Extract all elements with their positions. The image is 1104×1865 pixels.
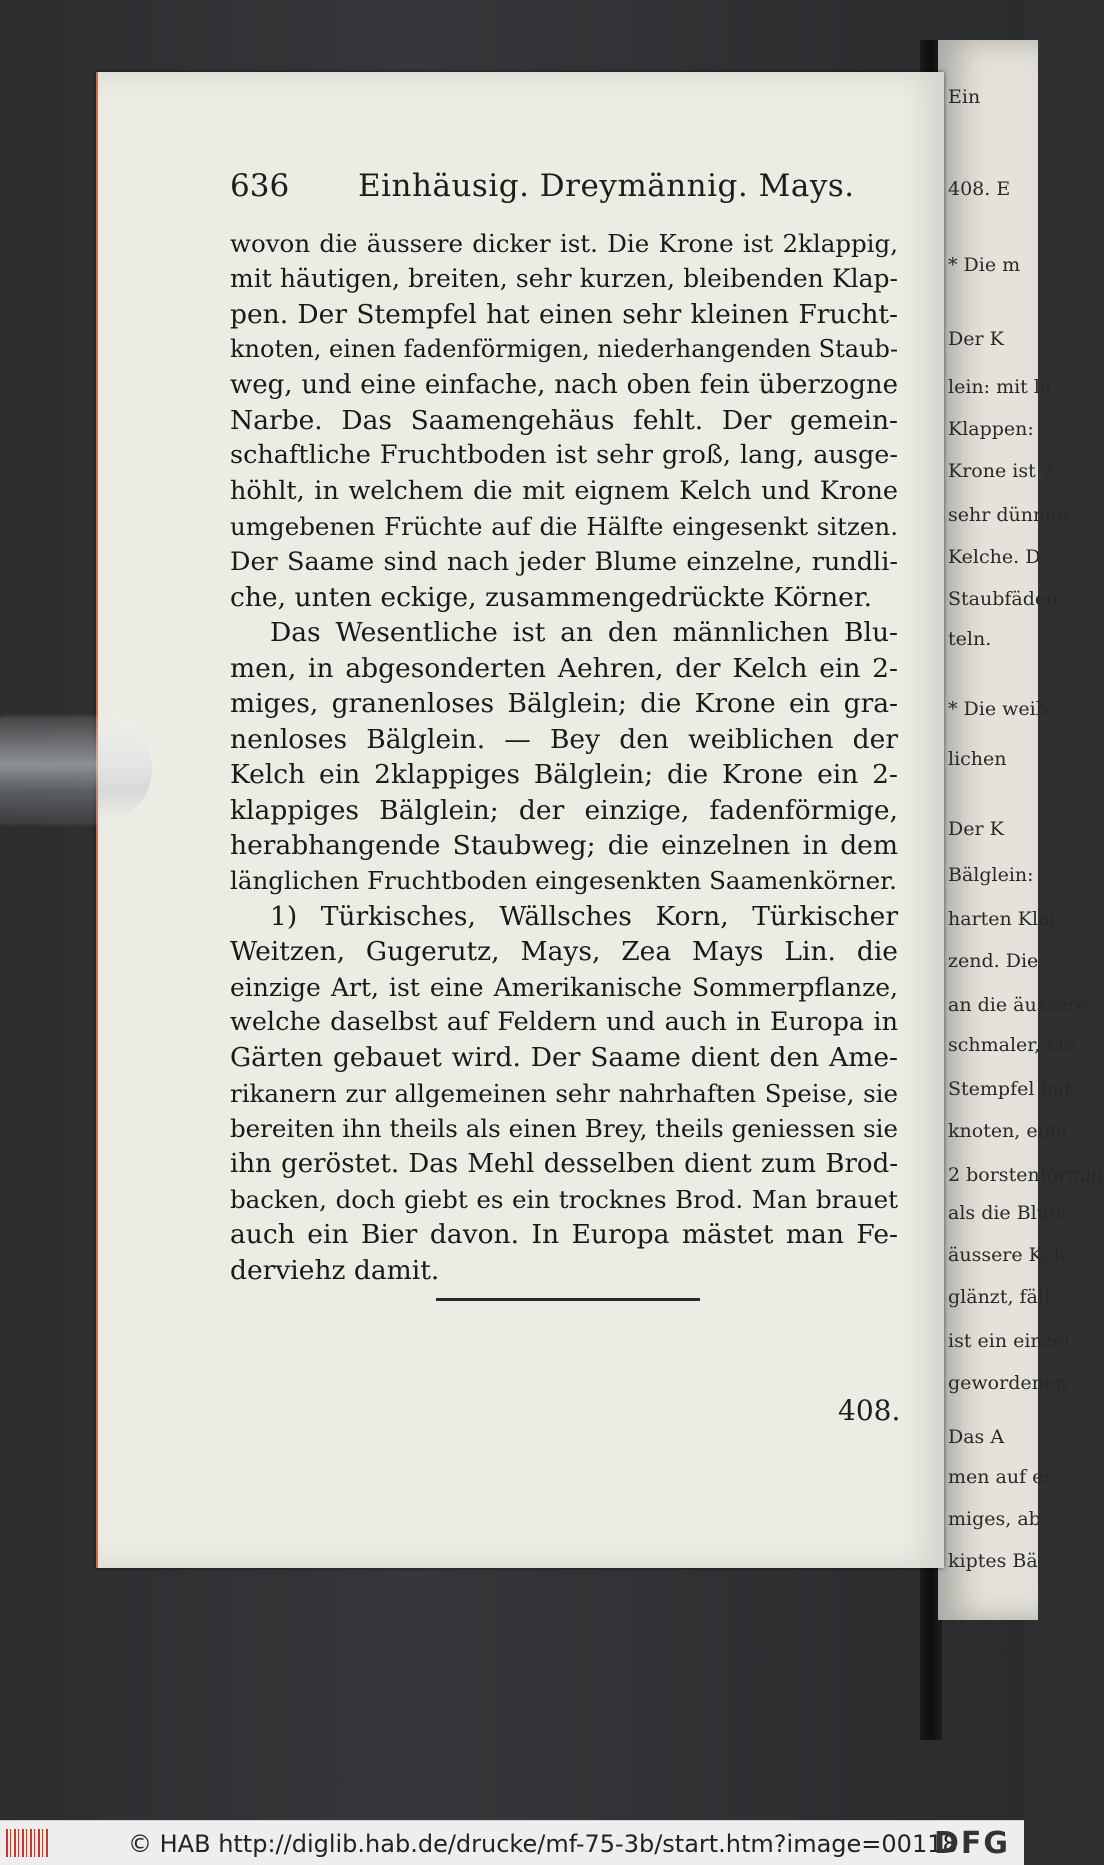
neighbor-text-line: kiptes Bä — [948, 1550, 1038, 1572]
text-line: weg, und eine einfache, nach oben fein überzogne — [230, 369, 898, 400]
neighbor-text-line: Ein — [948, 86, 981, 108]
text-line: bereiten ihn theils als einen Brey, theils geniessen sie — [230, 1114, 898, 1144]
running-head: Einhäusig. Dreymännig. Mays. — [358, 168, 855, 204]
neighbor-text-line: Das A — [948, 1426, 1005, 1448]
footer-bar — [0, 1820, 1024, 1865]
text-line: wovon die äussere dicker ist. Die Krone ist 2klappig, — [230, 229, 898, 258]
page-number: 636 — [230, 168, 290, 204]
text-line: klappiges Bälglein; der einzige, fadenförmige, — [230, 794, 898, 826]
neighbor-text-line: lein: mit lä — [948, 376, 1052, 398]
barcode-icon — [6, 1829, 50, 1857]
text-line: Kelch ein 2klappiges Bälglein; die Krone ein 2- — [230, 759, 898, 791]
neighbor-text-line: teln. — [948, 628, 992, 650]
neighbor-text-line: knoten, eine — [948, 1120, 1068, 1142]
text-line: Narbe. Das Saamengehäus fehlt. Der gemein- — [230, 405, 898, 437]
body-text — [230, 226, 898, 1288]
section-rule — [436, 1298, 700, 1301]
text-line: rikanern zur allgemeinen sehr nahrhaften Speise, sie — [230, 1078, 898, 1108]
neighbor-text-line: Stempfel hat — [948, 1078, 1072, 1100]
text-line: welche daselbst auf Feldern und auch in Europa in — [230, 1006, 898, 1037]
dfg-logo: DFG — [933, 1826, 1010, 1861]
neighbor-text-line: Klappen: — [948, 418, 1034, 440]
text-line: schaftliche Fruchtboden ist sehr groß, lang, ausge- — [230, 440, 898, 471]
neighbor-text-line: 408. E — [948, 178, 1011, 200]
text-line: backen, doch giebt es ein trocknes Brod. Man brauet — [230, 1184, 898, 1214]
neighbor-text-line: * Die m — [948, 254, 1021, 276]
text-line: Gärten gebauet wird. Der Saame dient den Ame- — [230, 1042, 898, 1074]
neighbor-text-line: Staubfäden — [948, 588, 1059, 610]
neighbor-text-line: harten Klap — [948, 908, 1062, 930]
catchword: 408. — [838, 1394, 901, 1427]
neighbor-text-line: gewordenen — [948, 1372, 1068, 1394]
neighbor-text-line: * Die weib — [948, 698, 1048, 720]
neighbor-text-line: Kelche. D — [948, 546, 1041, 568]
neighbor-text-line: äussere Kelc — [948, 1244, 1071, 1266]
neighbor-text-line: miges, ab — [948, 1508, 1041, 1530]
text-line: auch ein Bier davon. In Europa mästet man Fe- — [230, 1219, 898, 1251]
text-line: pen. Der Stempfel hat einen sehr kleinen Frucht- — [230, 298, 898, 330]
neighbor-text-line: zend. Die — [948, 950, 1039, 972]
text-line: knoten, einen fadenförmigen, niederhangenden Staub- — [230, 335, 898, 364]
text-line: höhlt, in welchem die mit eignem Kelch und Krone — [230, 475, 898, 506]
neighbor-page — [938, 40, 1104, 1620]
neighbor-text-line: glänzt, fäll — [948, 1286, 1051, 1308]
text-line: derviehz damit. — [230, 1254, 440, 1286]
text-line: men, in abgesonderten Aehren, der Kelch ein 2- — [230, 652, 898, 684]
neighbor-text-line: als die Blum — [948, 1202, 1068, 1224]
neighbor-text-line: lichen — [948, 748, 1007, 770]
neighbor-text-line: men auf ei — [948, 1466, 1050, 1488]
text-line: che, unten eckige, zusammengedrückte Körner. — [230, 582, 873, 614]
neighbor-text-line: Der K — [948, 328, 1004, 350]
neighbor-text-line: an die äussere — [948, 994, 1088, 1016]
text-line: Das Wesentliche ist an den männlichen Blu- — [270, 617, 898, 649]
text-line: Der Saame sind nach jeder Blume einzelne, rundli- — [230, 546, 898, 577]
neighbor-text-line: 2 borstenförmig — [948, 1164, 1104, 1186]
text-line: mit häutigen, breiten, sehr kurzen, bleibenden Klap- — [230, 264, 898, 294]
text-line: miges, granenloses Bälglein; die Krone ein gra- — [230, 688, 898, 720]
glass-weight — [0, 718, 152, 822]
text-line: 1) Türkisches, Wällsches Korn, Türkischer — [270, 900, 898, 932]
neighbor-text-line: Der K — [948, 818, 1004, 840]
neighbor-text-line: Bälglein: — [948, 864, 1034, 886]
text-line: umgebenen Früchte auf die Hälfte eingesenkt sitzen. — [230, 512, 898, 542]
text-line: einzige Art, ist eine Amerikanische Sommerpflanze, — [230, 972, 898, 1002]
neighbor-text-line: schmaler, kle — [948, 1034, 1076, 1056]
neighbor-text-line: sehr dünnen — [948, 504, 1069, 526]
neighbor-text-line: Krone ist 2 — [948, 460, 1054, 482]
text-line: nenloses Bälglein. — Bey den weiblichen der — [230, 723, 898, 755]
footer-credit[interactable]: © HAB http://diglib.hab.de/drucke/mf-75-3b/start.htm?image=00118 — [128, 1830, 958, 1858]
text-line: länglichen Fruchtboden eingesenkten Saamenkörner. — [230, 866, 897, 896]
text-line: Weitzen, Gugerutz, Mays, Zea Mays Lin. die — [230, 936, 898, 968]
text-line: ihn geröstet. Das Mehl desselben dient zum Brod- — [230, 1148, 898, 1179]
text-line: herabhangende Staubweg; die einzelnen in dem — [230, 829, 898, 861]
neighbor-text-line: ist ein einzel — [948, 1330, 1070, 1352]
